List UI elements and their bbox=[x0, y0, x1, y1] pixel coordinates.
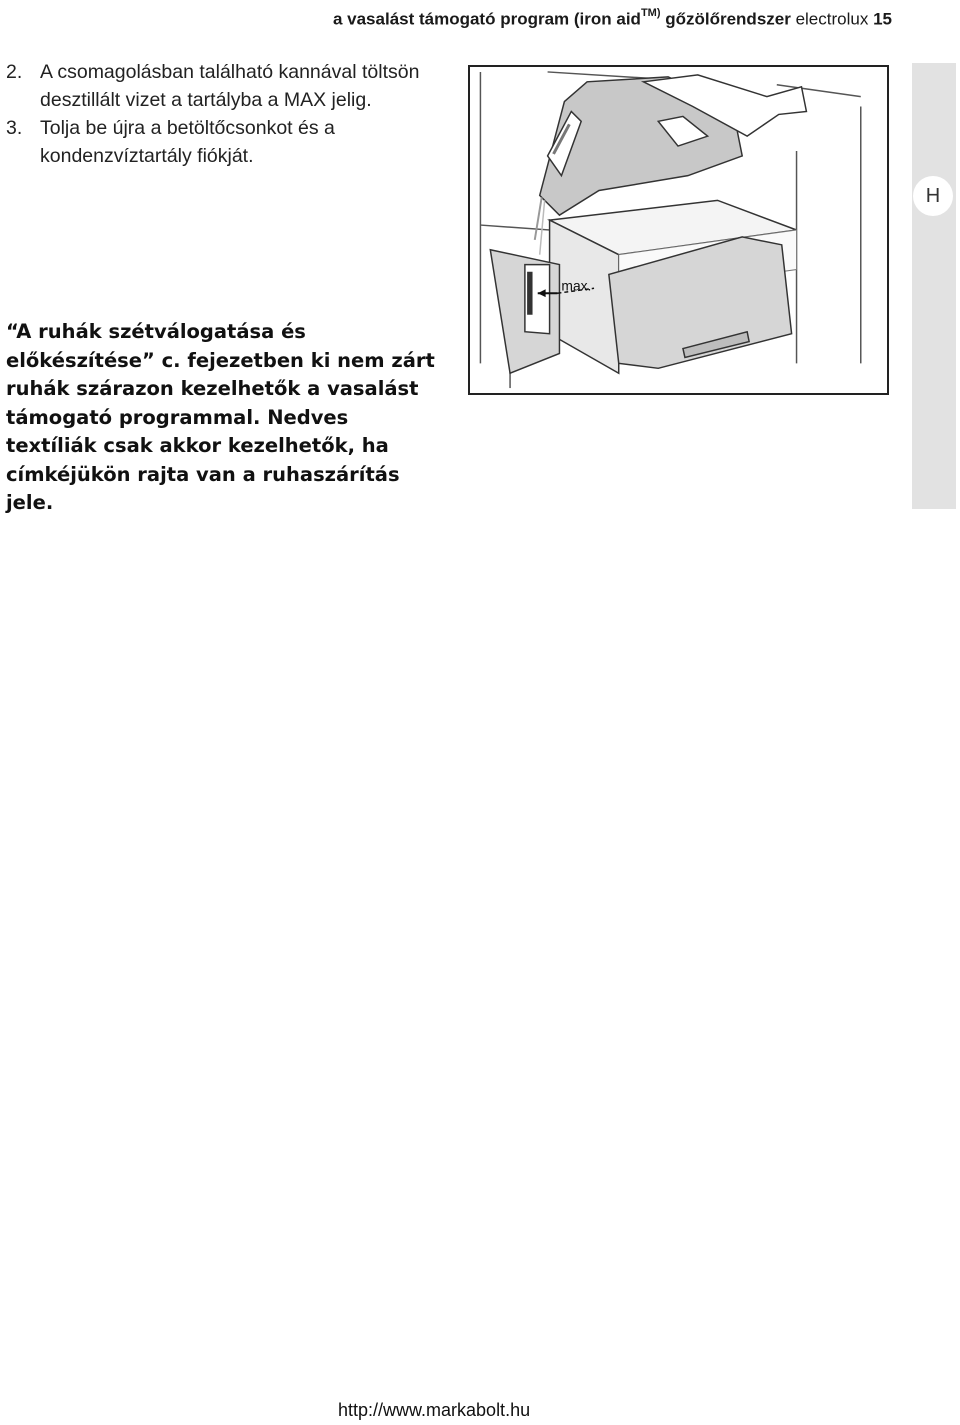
step-text: A csomagolásban található kannával töltsön desztillált vizet a tartályba a MAX jelig. bbox=[40, 61, 420, 111]
header-brand: electrolux bbox=[795, 9, 869, 29]
step-number: 3. bbox=[6, 117, 23, 139]
max-label: max. bbox=[561, 277, 592, 294]
page-header bbox=[333, 0, 892, 30]
bold-note-paragraph: “A ruhák szétválogatása és előkészítése” c. fejezetben ki nem zárt ruhák szárazon kezelhetők a vasalást támogató programmal. Nedves textíliák csak akkor kezelhetők, ha címkéjükön rajta van a ruhaszárítás jele. bbox=[6, 320, 435, 514]
step-text: Tolja be újra a betöltőcsonkot és a kondenzvíztartály fiókját. bbox=[40, 117, 335, 167]
instruction-steps bbox=[6, 58, 446, 170]
illustration-svg bbox=[470, 67, 887, 393]
language-badge bbox=[913, 176, 953, 216]
water-filling-illustration bbox=[468, 65, 889, 395]
language-letter: H bbox=[925, 184, 941, 207]
step-number: 2. bbox=[6, 61, 23, 83]
header-title: a vasalást támogató program (iron aid bbox=[332, 9, 641, 29]
header-trademark: TM) bbox=[640, 7, 661, 19]
footer-url: http://www.markabolt.hu bbox=[338, 1400, 531, 1420]
page-number: 15 bbox=[873, 9, 892, 29]
step-item bbox=[6, 58, 446, 114]
step-item bbox=[6, 114, 446, 170]
language-side-tab bbox=[912, 63, 956, 509]
header-title-continued: gőzölőrendszer bbox=[665, 9, 791, 29]
